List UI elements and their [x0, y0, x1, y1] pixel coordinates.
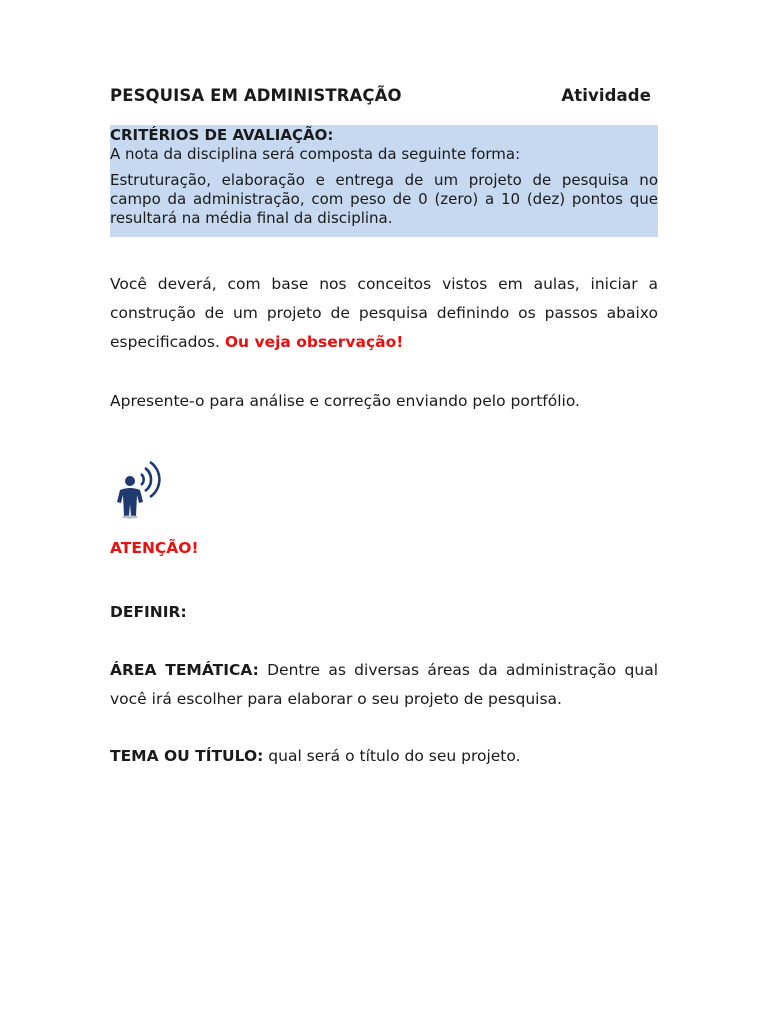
- define-heading: DEFINIR:: [110, 603, 187, 621]
- area-text: Dentre as diversas áreas da administração qual você irá escolher para elaborar o seu projeto de pesquisa.: [110, 661, 658, 708]
- criteria-line-2: Estruturação, elaboração e entrega de um projeto de pesquisa no campo da administração, com peso de 0 (zero) a 10 (dez) pontos que resultará na média final da disciplina.: [110, 171, 658, 227]
- theme-paragraph: [110, 742, 658, 771]
- criteria-box: [110, 125, 658, 237]
- criteria-line-1: A nota da disciplina será composta da seguinte forma:: [110, 145, 521, 163]
- document-label: Atividade: [561, 86, 651, 105]
- criteria-title: CRITÉRIOS DE AVALIAÇÃO:: [110, 126, 334, 144]
- person-broadcast-icon: [110, 450, 166, 522]
- theme-label: TEMA OU TÍTULO:: [110, 747, 264, 765]
- theme-text: qual será o título do seu projeto.: [268, 747, 521, 765]
- document-header: [110, 86, 655, 105]
- intro-text: Você deverá, com base nos conceitos vistos em aulas, iniciar a construção de um projeto de pesquisa definindo os passos abaixo especificados.: [110, 275, 658, 351]
- document-title: PESQUISA EM ADMINISTRAÇÃO: [110, 86, 402, 105]
- attention-heading: ATENÇÃO!: [110, 539, 199, 557]
- observation-highlight: Ou veja observação!: [224, 333, 404, 351]
- area-label: ÁREA TEMÁTICA:: [110, 661, 259, 679]
- intro-paragraph: [110, 270, 658, 357]
- present-paragraph: Apresente-o para análise e correção enviando pelo portfólio.: [110, 392, 580, 410]
- area-paragraph: [110, 656, 658, 714]
